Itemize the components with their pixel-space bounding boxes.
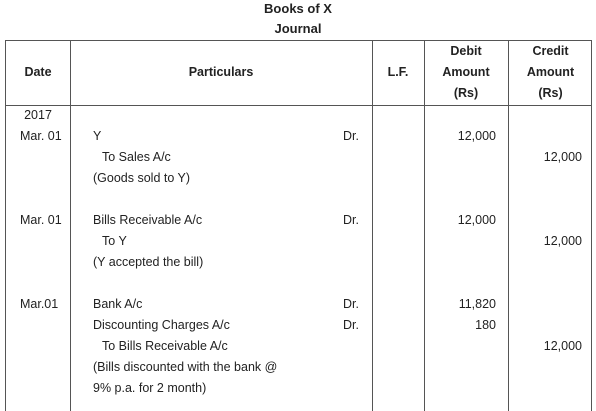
credit-amount: 12,000 [543, 339, 582, 353]
entry-date: Mar. 01 [20, 213, 62, 227]
header-credit-line2: Amount [526, 65, 575, 79]
header-credit-line1: Credit [532, 44, 569, 58]
column-divider [70, 41, 71, 411]
header-date: Date [24, 65, 52, 79]
book-title: Books of X [264, 1, 332, 16]
journal-table [5, 40, 592, 411]
header-debit-line3: (Rs) [453, 86, 479, 100]
header-debit-line1: Debit [450, 44, 482, 58]
header-lf: L.F. [387, 65, 409, 79]
header-credit-line3: (Rs) [538, 86, 563, 100]
credit-amount: 12,000 [543, 150, 582, 164]
dr-marker: Dr. [343, 318, 359, 332]
credit-account: To Y [102, 234, 127, 248]
debit-account: Bills Receivable A/c [93, 213, 203, 227]
narration: 9% p.a. for 2 month) [93, 381, 207, 395]
dr-marker: Dr. [343, 213, 359, 227]
journal-title: Journal [274, 21, 322, 36]
header-debit-line2: Amount [442, 65, 490, 79]
entry-date: Mar.01 [20, 297, 59, 311]
dr-marker: Dr. [343, 129, 359, 143]
credit-amount: 12,000 [543, 234, 582, 248]
header-particulars: Particulars [188, 65, 254, 79]
entry-year: 2017 [24, 108, 52, 122]
debit-amount: 12,000 [457, 213, 496, 227]
column-divider [372, 41, 373, 411]
narration: (Bills discounted with the bank @ [93, 360, 278, 374]
narration: (Goods sold to Y) [93, 171, 191, 185]
header-divider [6, 105, 591, 106]
narration: (Y accepted the bill) [93, 255, 204, 269]
debit-amount: 12,000 [457, 129, 496, 143]
debit-amount: 180 [475, 318, 496, 332]
debit-account: Y [93, 129, 102, 143]
debit-account: Bank A/c [93, 297, 143, 311]
dr-marker: Dr. [343, 297, 359, 311]
debit-amount: 11,820 [458, 297, 496, 311]
entry-date: Mar. 01 [20, 129, 62, 143]
debit-account: Discounting Charges A/c [93, 318, 230, 332]
credit-account: To Sales A/c [102, 150, 171, 164]
credit-account: To Bills Receivable A/c [102, 339, 228, 353]
